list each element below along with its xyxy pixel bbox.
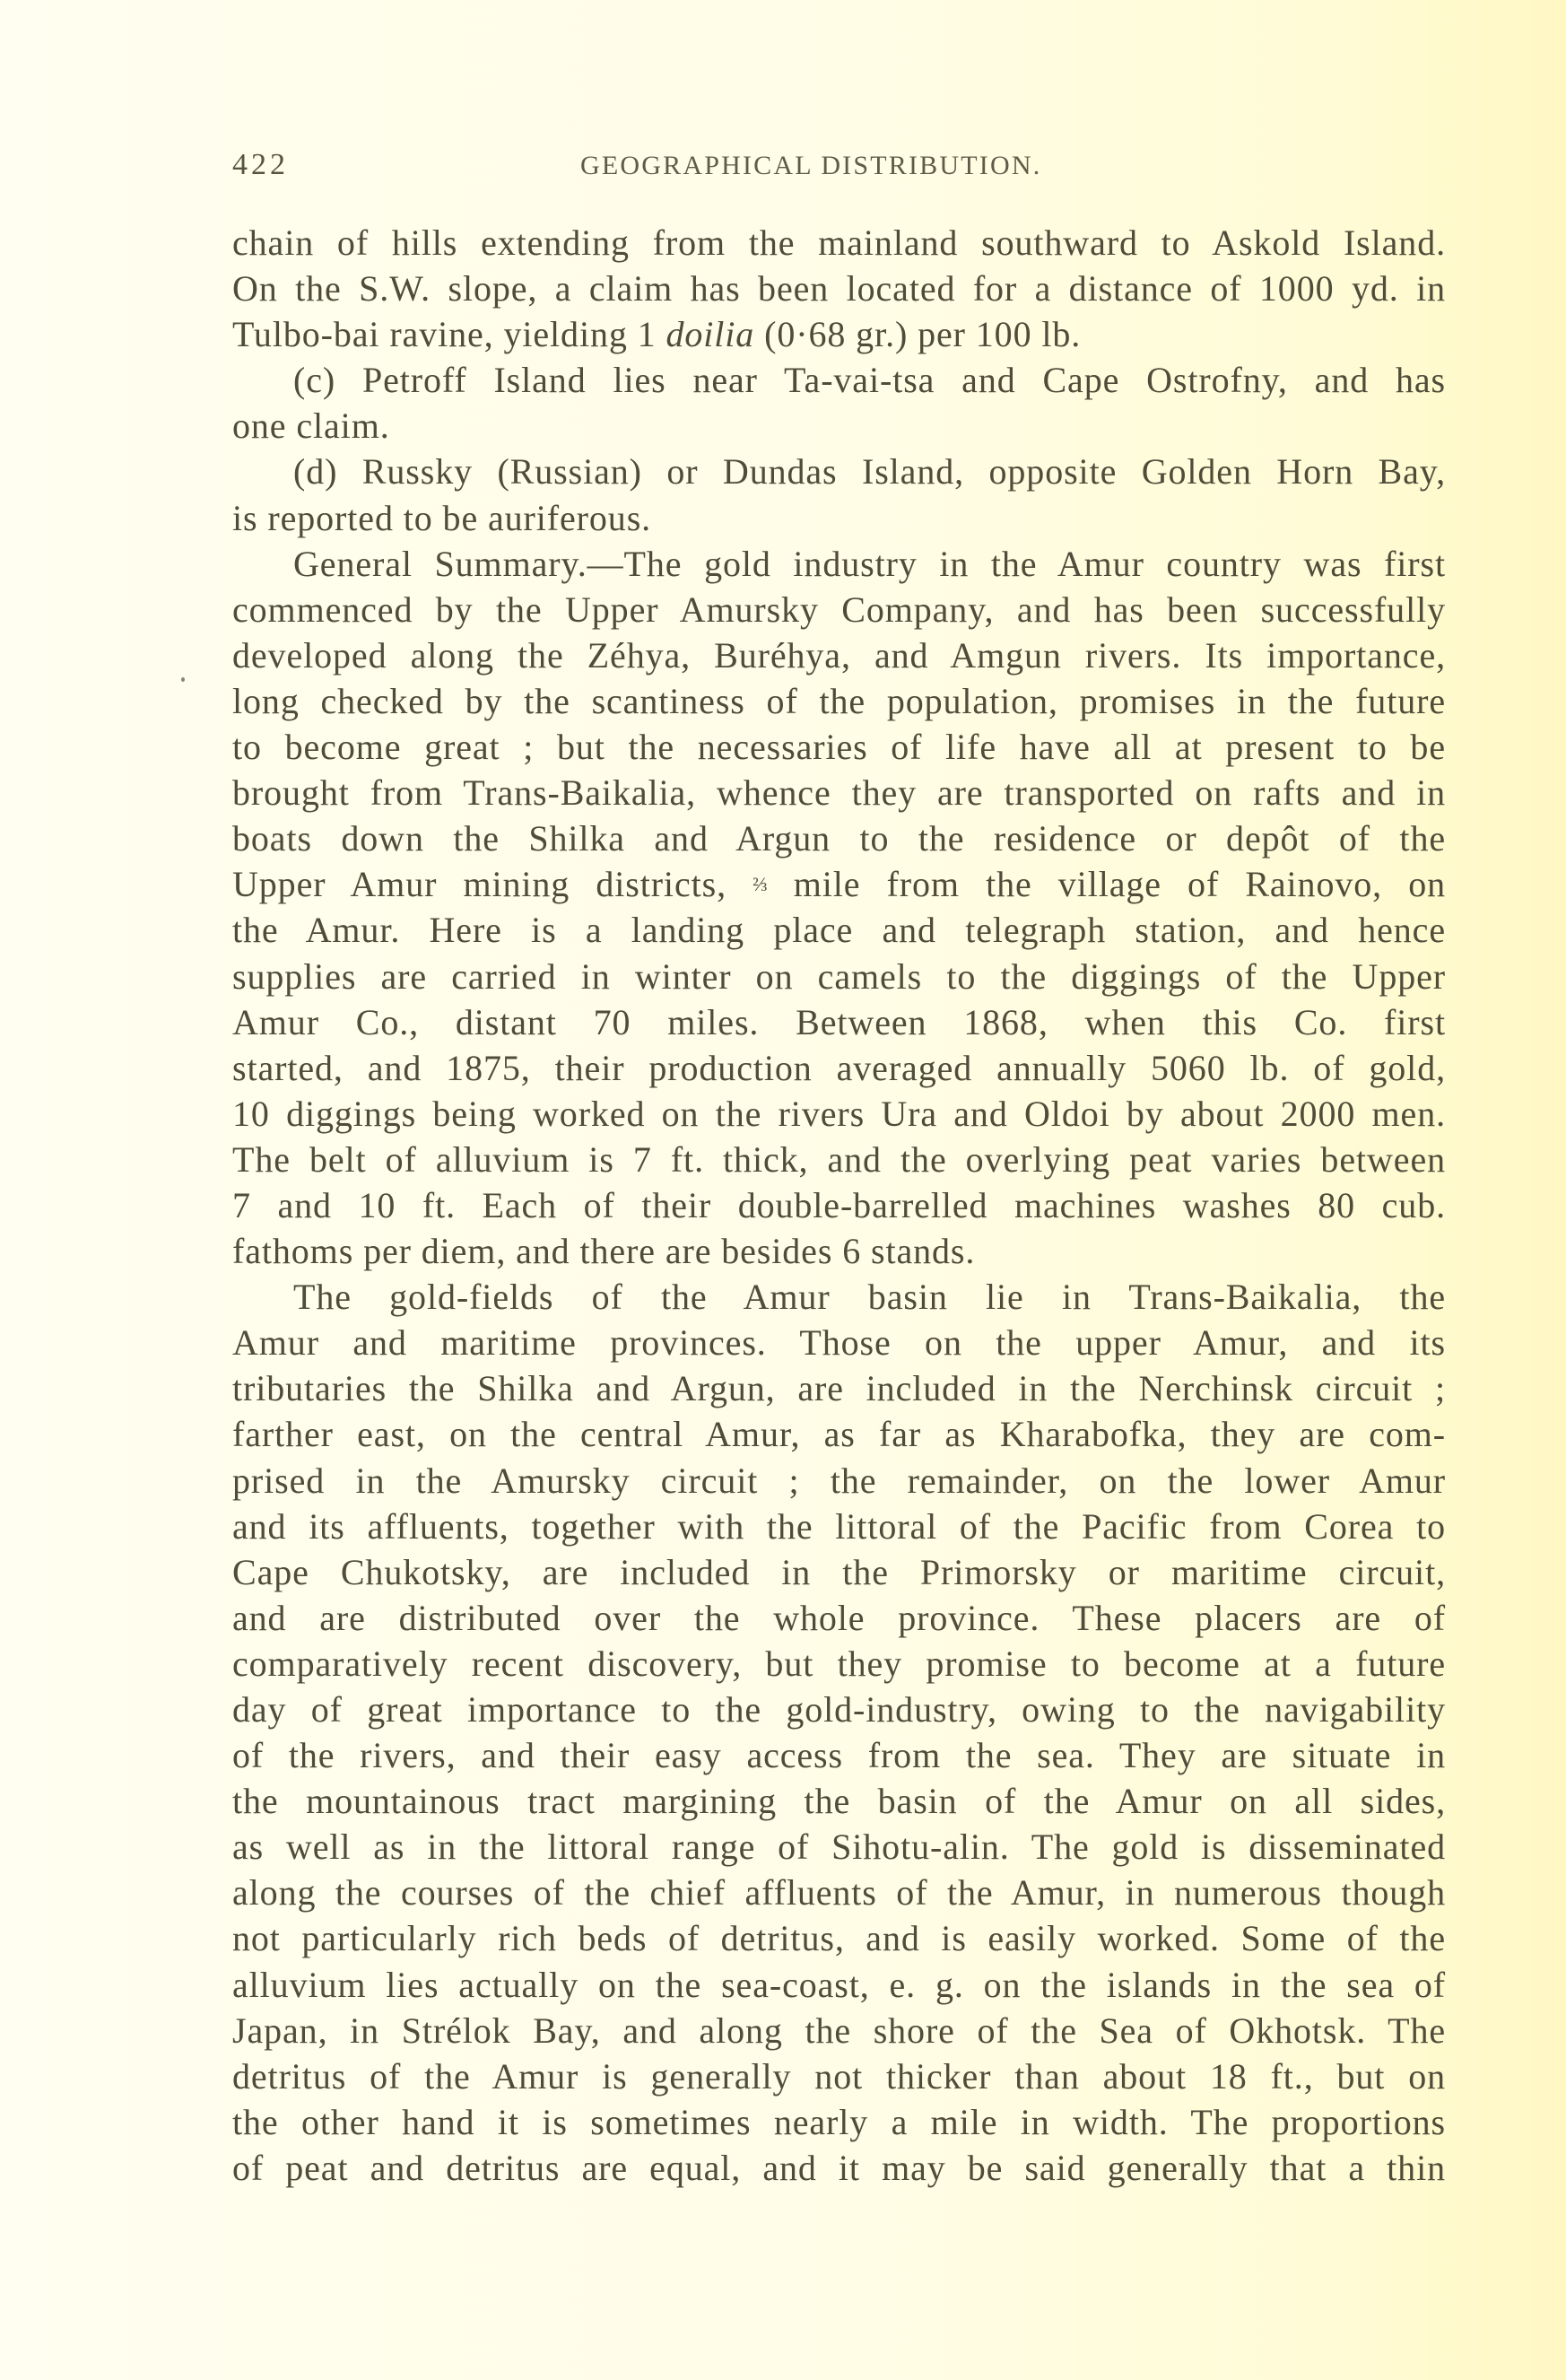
text-line: Japan, in Strélok Bay, and along the shore of the Sea of Okhotsk. The: [232, 2009, 1446, 2051]
body-text: [232, 220, 1446, 2191]
text-line: commenced by the Upper Amursky Company, and has been successfully: [232, 588, 1446, 630]
running-header: [232, 149, 1446, 181]
text-line: to become great ; but the necessaries of life have all at present to be: [232, 727, 1446, 768]
text-line: of the rivers, and their easy access from the sea. They are situate in: [232, 1735, 1446, 1776]
text-line: (c) Petroff Island lies near Ta-vai-tsa and Cape Ostrofny, and has: [293, 360, 1446, 401]
text-line: not particularly rich beds of detritus, and is easily worked. Some of the: [232, 1918, 1446, 1959]
text-line: is reported to be auriferous.: [232, 497, 652, 538]
text-line: Cape Chukotsky, are included in the Primorsky or maritime circuit,: [232, 1551, 1446, 1592]
text-line: along the courses of the chief affluents of the Amur, in numerous though: [232, 1872, 1446, 1914]
fraction: ⅔: [753, 873, 768, 896]
text-line: 10 diggings being worked on the rivers Ura and Oldoi by about 2000 men.: [232, 1093, 1446, 1134]
text-line: and are distributed over the whole province. These placers are of: [232, 1597, 1446, 1638]
text-segment: Upper Amur mining districts,: [232, 864, 753, 905]
page-number: 422: [232, 148, 289, 181]
text-line: the Amur. Here is a landing place and telegraph station, and hence: [232, 910, 1446, 951]
text-line: [232, 311, 1446, 357]
text-line: as well as in the littoral range of Sihotu-alin. The gold is disseminated: [232, 1826, 1446, 1868]
text-line: brought from Trans-Baikalia, whence they are transported on rafts and in: [232, 772, 1446, 814]
text-line: [232, 861, 1446, 907]
text-line: of peat and detritus are equal, and it may be said generally that a thin: [232, 2147, 1446, 2188]
text-line: The gold-fields of the Amur basin lie in Trans-Baikalia, the: [293, 1277, 1446, 1318]
text-line: supplies are carried in winter on camels to the diggings of the Upper: [232, 955, 1446, 997]
running-title: GEOGRAPHICAL DISTRIBUTION.: [580, 151, 1042, 180]
text-line: tributaries the Shilka and Argun, are included in the Nerchinsk circuit ;: [232, 1368, 1446, 1409]
text-line: one claim.: [232, 405, 390, 447]
print-speck: [181, 677, 185, 682]
text-line: Amur and maritime provinces. Those on the upper Amur, and its: [232, 1322, 1446, 1364]
text-line: General Summary.—The gold industry in the Amur country was first: [293, 543, 1446, 584]
text-line: (d) Russky (Russian) or Dundas Island, opposite Golden Horn Bay,: [293, 451, 1446, 493]
text-line: fathoms per diem, and there are besides 6 stands.: [232, 1231, 976, 1272]
text-line: detritus of the Amur is generally not thicker than about 18 ft., but on: [232, 2055, 1446, 2097]
text-line: Amur Co., distant 70 miles. Between 1868, when this Co. first: [232, 1001, 1446, 1042]
text-line: the other hand it is sometimes nearly a mile in width. The proportions: [232, 2101, 1446, 2142]
text-line: farther east, on the central Amur, as far as Kharabofka, they are com-: [232, 1414, 1446, 1455]
text-segment: (0·68 gr.) per 100 lb.: [754, 314, 1082, 355]
text-line: boats down the Shilka and Argun to the residence or depôt of the: [232, 818, 1446, 859]
text-line: started, and 1875, their production averaged annually 5060 lb. of gold,: [232, 1047, 1446, 1088]
text-segment: Tulbo-bai ravine, yielding 1: [232, 314, 666, 355]
text-line: prised in the Amursky circuit ; the remainder, on the lower Amur: [232, 1460, 1446, 1501]
text-line: and its affluents, together with the littoral of the Pacific from Corea to: [232, 1505, 1446, 1547]
text-line: the mountainous tract margining the basin of the Amur on all sides,: [232, 1781, 1446, 1822]
text-line: day of great importance to the gold-industry, owing to the navigability: [232, 1689, 1446, 1730]
text-line: alluvium lies actually on the sea-coast, e. g. on the islands in the sea of: [232, 1964, 1446, 2005]
text-line: long checked by the scantiness of the population, promises in the future: [232, 680, 1446, 721]
text-line: The belt of alluvium is 7 ft. thick, and the overlying peat varies between: [232, 1138, 1446, 1180]
italic-term: doilia: [666, 314, 755, 355]
text-line: 7 and 10 ft. Each of their double-barrelled machines washes 80 cub.: [232, 1184, 1446, 1225]
text-line: developed along the Zéhya, Buréhya, and Amgun rivers. Its importance,: [232, 634, 1446, 676]
text-line: comparatively recent discovery, but they promise to become at a future: [232, 1643, 1446, 1684]
text-line: chain of hills extending from the mainland southward to Askold Island.: [232, 222, 1446, 263]
text-line: On the S.W. slope, a claim has been located for a distance of 1000 yd. in: [232, 268, 1446, 309]
text-segment: mile from the village of Rainovo, on: [767, 864, 1446, 905]
